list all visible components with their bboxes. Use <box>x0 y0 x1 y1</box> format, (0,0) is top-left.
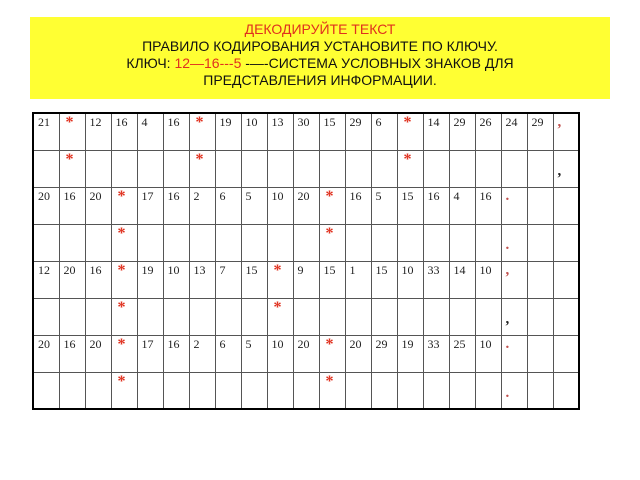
grid-cell <box>527 224 553 261</box>
comma-symbol: , <box>557 162 562 179</box>
banner-title: ДЕКОДИРУЙТЕ ТЕКСТ <box>244 21 396 37</box>
grid-cell <box>527 261 553 298</box>
grid-cell <box>293 372 319 409</box>
grid-cell <box>345 261 371 298</box>
grid-cell <box>215 224 241 261</box>
grid-row <box>33 335 579 372</box>
grid-cell <box>501 187 527 224</box>
grid-cell <box>137 187 163 224</box>
code-number: 6 <box>219 336 226 351</box>
code-number: 17 <box>141 336 154 351</box>
code-number: 33 <box>427 262 440 277</box>
grid-cell <box>189 187 215 224</box>
star-symbol: * <box>195 114 204 131</box>
code-number: 6 <box>219 188 226 203</box>
code-number: 4 <box>141 115 148 129</box>
grid-cell <box>397 298 423 335</box>
grid-cell <box>553 113 579 150</box>
grid-cell <box>267 335 293 372</box>
code-number: 19 <box>401 336 414 351</box>
code-number: 15 <box>375 262 388 277</box>
code-number: 15 <box>323 115 336 129</box>
code-number: 10 <box>479 262 492 277</box>
grid-cell <box>241 261 267 298</box>
code-number: 29 <box>375 336 388 351</box>
grid-cell <box>449 150 475 187</box>
grid-cell <box>267 298 293 335</box>
star-symbol: * <box>65 114 74 131</box>
code-number: 20 <box>89 188 102 203</box>
grid-cell <box>85 335 111 372</box>
grid-cell <box>215 113 241 150</box>
grid-cell <box>189 372 215 409</box>
code-number: 25 <box>453 336 466 351</box>
grid-cell <box>319 113 345 150</box>
grid-cell <box>111 298 137 335</box>
grid-cell <box>501 335 527 372</box>
grid-cell <box>423 113 449 150</box>
grid-cell <box>163 335 189 372</box>
grid-cell <box>241 113 267 150</box>
grid-cell <box>345 298 371 335</box>
grid-cell <box>85 187 111 224</box>
grid-cell <box>371 150 397 187</box>
code-number: 29 <box>453 115 466 129</box>
grid-cell <box>293 113 319 150</box>
grid-cell <box>345 224 371 261</box>
key-description: -—-СИСТЕМА УСЛОВНЫХ ЗНАКОВ ДЛЯ <box>241 55 514 71</box>
grid-cell <box>111 372 137 409</box>
grid-cell <box>345 150 371 187</box>
grid-cell <box>371 224 397 261</box>
grid-cell <box>501 224 527 261</box>
code-number: 21 <box>38 115 50 129</box>
key-label: КЛЮЧ: <box>126 55 175 71</box>
grid-cell <box>33 335 59 372</box>
grid-cell <box>111 113 137 150</box>
grid-cell <box>111 150 137 187</box>
grid-cell <box>449 187 475 224</box>
star-symbol: * <box>325 187 334 205</box>
grid-cell <box>267 224 293 261</box>
code-number: 9 <box>297 262 304 277</box>
grid-cell <box>293 335 319 372</box>
grid-cell <box>215 150 241 187</box>
banner-rule-line: ПРАВИЛО КОДИРОВАНИЯ УСТАНОВИТЕ ПО КЛЮЧУ. <box>142 38 498 54</box>
grid-cell <box>85 150 111 187</box>
grid-cell <box>137 298 163 335</box>
code-number: 16 <box>167 336 180 351</box>
grid-cell <box>59 224 85 261</box>
code-number: 14 <box>427 115 440 129</box>
grid-cell <box>137 113 163 150</box>
grid-cell <box>163 187 189 224</box>
grid-cell <box>189 150 215 187</box>
grid-cell <box>501 261 527 298</box>
grid-cell <box>33 224 59 261</box>
grid-cell <box>475 187 501 224</box>
grid-cell <box>293 261 319 298</box>
code-number: 12 <box>38 262 50 277</box>
grid-cell <box>111 261 137 298</box>
code-number: 12 <box>89 115 102 129</box>
grid-cell <box>475 224 501 261</box>
grid-cell <box>449 372 475 409</box>
grid-cell <box>371 372 397 409</box>
code-number: 10 <box>245 115 258 129</box>
code-number: 20 <box>89 336 102 351</box>
grid-cell <box>33 187 59 224</box>
grid-cell <box>397 372 423 409</box>
grid-row <box>33 298 579 335</box>
grid-cell <box>189 335 215 372</box>
grid-cell <box>293 187 319 224</box>
code-number: 16 <box>479 188 492 203</box>
code-number: 19 <box>219 115 232 129</box>
code-number: 29 <box>531 115 544 129</box>
grid-cell <box>241 335 267 372</box>
grid-cell <box>189 298 215 335</box>
code-number: 29 <box>349 115 362 129</box>
code-number: 20 <box>349 336 362 351</box>
star-symbol: * <box>117 224 126 242</box>
grid-cell <box>319 298 345 335</box>
grid-cell <box>33 372 59 409</box>
code-number: 5 <box>375 188 382 203</box>
grid-cell <box>423 298 449 335</box>
grid-cell <box>397 224 423 261</box>
grid-cell <box>527 372 553 409</box>
code-number: 10 <box>401 262 414 277</box>
code-number: 26 <box>479 115 492 129</box>
key-value: 12—16---5 <box>174 55 242 71</box>
comma-symbol: , <box>505 310 510 327</box>
star-symbol: * <box>273 261 282 279</box>
code-number: 19 <box>141 262 154 277</box>
code-number: 15 <box>245 262 258 277</box>
grid-cell <box>215 187 241 224</box>
star-symbol: * <box>403 114 412 131</box>
grid-cell <box>319 372 345 409</box>
code-number: 13 <box>271 115 284 129</box>
grid-cell <box>397 335 423 372</box>
grid-cell <box>475 372 501 409</box>
grid-cell <box>163 372 189 409</box>
grid-cell <box>553 372 579 409</box>
code-number: 2 <box>193 336 200 351</box>
code-number: 20 <box>63 262 76 277</box>
comma-symbol: , <box>557 114 562 130</box>
grid-row <box>33 187 579 224</box>
code-number: 16 <box>349 188 362 203</box>
star-symbol: * <box>273 298 282 316</box>
grid-cell <box>163 224 189 261</box>
grid-cell <box>215 298 241 335</box>
grid-cell <box>397 261 423 298</box>
grid-cell <box>163 298 189 335</box>
grid-cell <box>59 187 85 224</box>
grid-row <box>33 372 579 409</box>
grid-cell <box>475 150 501 187</box>
grid-cell <box>241 372 267 409</box>
grid-cell <box>501 113 527 150</box>
comma-symbol: , <box>505 261 510 278</box>
grid-cell <box>267 261 293 298</box>
grid-cell <box>33 298 59 335</box>
grid-cell <box>163 150 189 187</box>
grid-cell <box>423 150 449 187</box>
code-number: 6 <box>375 115 382 129</box>
grid-cell <box>553 261 579 298</box>
grid-cell <box>137 150 163 187</box>
grid-cell <box>163 113 189 150</box>
star-symbol: * <box>195 150 204 168</box>
grid-cell <box>371 187 397 224</box>
grid-cell <box>527 335 553 372</box>
grid-row <box>33 150 579 187</box>
grid-cell <box>423 224 449 261</box>
grid-cell <box>293 150 319 187</box>
code-number: 20 <box>297 336 310 351</box>
grid-cell <box>319 261 345 298</box>
grid-cell <box>241 298 267 335</box>
grid-cell <box>293 224 319 261</box>
code-number: 10 <box>167 262 180 277</box>
grid-cell <box>423 261 449 298</box>
grid-cell <box>111 335 137 372</box>
period-symbol: . <box>505 335 510 352</box>
grid-cell <box>215 261 241 298</box>
grid-cell <box>111 187 137 224</box>
grid-cell <box>267 372 293 409</box>
star-symbol: * <box>325 372 334 390</box>
star-symbol: * <box>65 150 74 168</box>
grid-cell <box>345 113 371 150</box>
code-number: 16 <box>427 188 440 203</box>
grid-cell <box>449 224 475 261</box>
grid-cell <box>423 335 449 372</box>
grid-cell <box>59 261 85 298</box>
code-number: 5 <box>245 188 252 203</box>
grid-row <box>33 261 579 298</box>
cipher-grid <box>32 112 580 410</box>
grid-cell <box>449 298 475 335</box>
grid-cell <box>423 187 449 224</box>
grid-cell <box>475 261 501 298</box>
code-number: 14 <box>453 262 466 277</box>
grid-cell <box>59 335 85 372</box>
grid-cell <box>267 187 293 224</box>
star-symbol: * <box>117 335 126 353</box>
code-number: 33 <box>427 336 440 351</box>
code-number: 16 <box>63 336 76 351</box>
code-number: 7 <box>219 262 226 277</box>
grid-cell <box>137 335 163 372</box>
code-number: 16 <box>167 188 180 203</box>
code-number: 4 <box>453 188 460 203</box>
grid-cell <box>85 298 111 335</box>
code-number: 16 <box>63 188 76 203</box>
grid-cell <box>33 150 59 187</box>
grid-cell <box>553 150 579 187</box>
code-number: 20 <box>297 188 310 203</box>
code-number: 16 <box>167 115 180 129</box>
grid-cell <box>59 113 85 150</box>
grid-cell <box>163 261 189 298</box>
grid-cell <box>137 372 163 409</box>
grid-cell <box>33 113 59 150</box>
banner-key-line <box>30 55 610 72</box>
grid-cell <box>189 261 215 298</box>
grid-cell <box>527 150 553 187</box>
code-number: 15 <box>401 188 414 203</box>
star-symbol: * <box>117 187 126 205</box>
grid-cell <box>59 150 85 187</box>
grid-cell <box>241 224 267 261</box>
grid-cell <box>59 372 85 409</box>
code-number: 13 <box>193 262 206 277</box>
grid-row <box>33 113 579 150</box>
period-symbol: . <box>505 384 510 401</box>
grid-cell <box>553 298 579 335</box>
grid-cell <box>397 113 423 150</box>
grid-cell <box>267 150 293 187</box>
code-number: 24 <box>505 115 518 129</box>
code-number: 16 <box>115 115 128 129</box>
grid-cell <box>371 298 397 335</box>
grid-cell <box>501 372 527 409</box>
star-symbol: * <box>117 298 126 316</box>
grid-cell <box>85 372 111 409</box>
grid-cell <box>371 335 397 372</box>
grid-cell <box>137 261 163 298</box>
code-number: 20 <box>38 188 50 203</box>
star-symbol: * <box>325 224 334 242</box>
code-number: 10 <box>479 336 492 351</box>
banner-last-line: ПРЕДСТАВЛЕНИЯ ИНФОРМАЦИИ. <box>203 72 437 88</box>
grid-cell <box>215 335 241 372</box>
grid-cell <box>189 224 215 261</box>
grid-cell <box>85 224 111 261</box>
instruction-banner <box>30 17 610 99</box>
grid-cell <box>319 224 345 261</box>
grid-cell <box>319 335 345 372</box>
grid-cell <box>397 187 423 224</box>
grid-cell <box>423 372 449 409</box>
star-symbol: * <box>117 261 126 279</box>
grid-cell <box>345 372 371 409</box>
code-number: 1 <box>349 262 356 277</box>
grid-cell <box>527 187 553 224</box>
grid-cell <box>527 298 553 335</box>
grid-cell <box>267 113 293 150</box>
grid-cell <box>371 261 397 298</box>
grid-cell <box>553 224 579 261</box>
grid-cell <box>241 187 267 224</box>
grid-cell <box>345 187 371 224</box>
grid-cell <box>527 113 553 150</box>
grid-cell <box>475 113 501 150</box>
grid-cell <box>449 335 475 372</box>
star-symbol: * <box>325 335 334 353</box>
grid-cell <box>449 261 475 298</box>
grid-cell <box>111 224 137 261</box>
code-number: 20 <box>38 336 50 351</box>
code-number: 10 <box>271 336 284 351</box>
period-symbol: . <box>505 236 510 253</box>
grid-cell <box>371 113 397 150</box>
code-number: 17 <box>141 188 154 203</box>
grid-cell <box>293 298 319 335</box>
grid-cell <box>475 335 501 372</box>
grid-cell <box>319 150 345 187</box>
grid-cell <box>553 187 579 224</box>
period-symbol: . <box>505 187 510 204</box>
code-number: 5 <box>245 336 252 351</box>
grid-cell <box>85 261 111 298</box>
grid-cell <box>449 113 475 150</box>
code-number: 2 <box>193 188 200 203</box>
code-number: 30 <box>297 115 310 129</box>
grid-cell <box>345 335 371 372</box>
grid-cell <box>319 187 345 224</box>
code-number: 16 <box>89 262 102 277</box>
grid-cell <box>475 298 501 335</box>
grid-cell <box>85 113 111 150</box>
star-symbol: * <box>403 150 412 168</box>
grid-cell <box>215 372 241 409</box>
code-number: 10 <box>271 188 284 203</box>
grid-cell <box>501 150 527 187</box>
code-number: 15 <box>323 262 336 277</box>
grid-cell <box>553 335 579 372</box>
grid-cell <box>189 113 215 150</box>
grid-cell <box>137 224 163 261</box>
grid-cell <box>33 261 59 298</box>
grid-cell <box>501 298 527 335</box>
grid-cell <box>241 150 267 187</box>
grid-cell <box>397 150 423 187</box>
star-symbol: * <box>117 372 126 390</box>
grid-cell <box>59 298 85 335</box>
grid-row <box>33 224 579 261</box>
